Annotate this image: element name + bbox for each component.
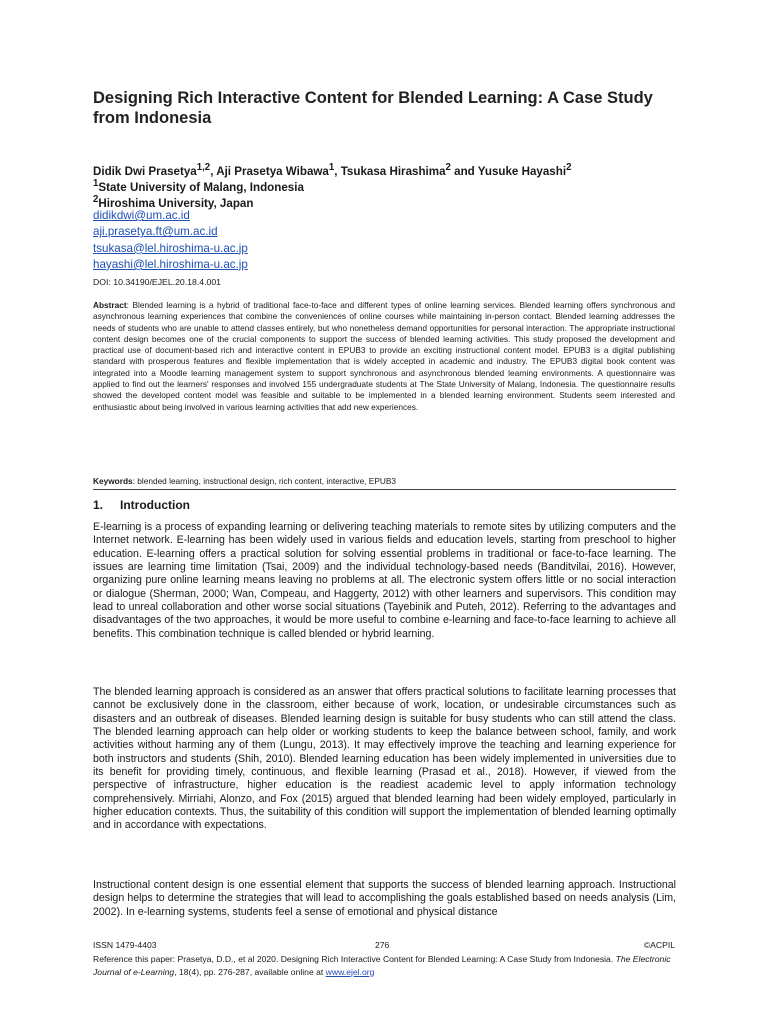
keywords-label: Keywords [93,476,133,486]
author: Aji Prasetya Wibawa$^1$, [216,162,341,178]
body-paragraph: E-learning is a process of expanding learning or delivering teaching materials to remote sites by utilizing computers and the Internet network. E-learning has been widely used in various fields and education levels, starting from preschool to higher education. E-learning offers a practical solution for solving essential problems in traditional or face-to-face learning. The issues are learning time limitation (Tsai, 2009) and the individual technology-based needs (Banditvilai, 2016). However, organizing pure online learning means leaving no problems at all. The electronic system offers little or no social interaction or dialogue (Sherman, 2000; Wan, Compeau, and Haggerty, 2012) with other learners and supervisors. This condition may lead to unreal collaboration and other worse social situations (Tayebinik and Puteh, 2012). Referring to the advantages and disadvantages of the two approaches, it would be more useful to combine e-learning and face-to-face learning to achieve all benefits. This combination technique is called blended or hybrid learning. [93,521,676,640]
email-link[interactable]: hayashi@lel.hiroshima-u.ac.jp [93,257,248,271]
abstract-label: Abstract [93,300,127,310]
abstract-text: : Blended learning is a hybrid of traditional face-to-face and different types of online learning services. Blended learning offers synchronous and asynchronous learning experiences that combine the conveniences of online courses while maintaining in-person contact. Blended learning addresses the needs of students who are unable to attend classes entirely, but who nonetheless demand opportunities for personal interaction. The appropriate instructional content design becomes one of the crucial components to support the success of blended learning activities. This study proposed the development and practical use of document-based rich and interactive content in EPUB3 to provide an exciting instructional content model. EPUB3 is a digital publishing standard with prosperous features and flexible implementation that is widely accepted in academic and industry. The EPUB3 digital book content was integrated into a Moodle learning management system to support synchronous and asynchronous blended learning environments. A questionnaire was applied to find out the learners' responses and involved 155 undergraduate students at The State University of Malang, Indonesia. The questionnaire results showed the developed content model was feasible and suitable to be implemented in a blended learning environment. Students seem interested and enthusiastic about being involved in various learning activities that add new experiences. [93,300,675,412]
journal-name: The Electronic Journal of e-Learning [93,954,671,977]
page-number: 276 [375,940,390,950]
email-link[interactable]: aji.prasetya.ft@um.ac.id [93,225,218,239]
keywords [93,476,675,487]
keywords-text: : blended learning, instructional design, rich content, interactive, EPUB3 [132,476,397,486]
journal-link[interactable]: www.ejel.org [325,966,375,977]
doi: DOI: 10.34190/EJEL.20.18.4.001 [93,277,221,287]
body-paragraph: Instructional content design is one essential element that supports the success of blended learning approach. Instructional design helps to determine the strategies that will lead to accomplishing the goals established based on needs analysis (Lim, 2002). In e-learning systems, students feel a sense of emotional and physical distance [93,879,676,918]
divider [93,489,676,490]
citation-reference: Reference this paper: Prasetya, D.D., et al 2020. Designing Rich Interactive Content for Blended Learning: A Case Study from Indonesia. The Electronic Journal of e-Learning, 18(4), pp. 276-287, available online at www.ejel.org [93,954,671,977]
abstract [93,300,675,413]
section-number: 1. [93,498,104,512]
author: Tsukasa Hirashima$^2$ and [340,162,478,178]
email-link[interactable]: tsukasa@lel.hiroshima-u.ac.jp [93,241,248,255]
section-heading [93,497,190,513]
affiliation: $^2$Hiroshima University, Japan [93,194,254,210]
section-title: Introduction [120,498,190,512]
paper-title: Designing Rich Interactive Content for Blended Learning: A Case Study from Indonesia [93,89,653,127]
email-link[interactable]: didikdwi@um.ac.id [93,209,190,222]
body-paragraph: The blended learning approach is considered as an answer that offers practical solutions to facilitate learning processes that cannot be exclusively done in the classroom, either because of work, location, or undesirable circumstances such as disasters and an outbreak of diseases. Blended learning design is suitable for busy students who can still attend the class. The blended learning approach can help older or working students to keep the balance between school, family, and work activities without harming any of them (Lungu, 2013). It may effectively improve the teaching and learning experience for both instructors and students (Shih, 2010). Blended learning education has been widely implemented in universities due to its benefit for providing timely, continuous, and flexible learning (Prasad et al., 2018). However, if viewed from the perspective of infrastructure, higher education is the readiest academic level to apply information technology comprehensively. Mirriahi, Alonzo, and Fox (2015) argued that blended learning had been widely employed, particularly in higher education contexts. Thus, the suitability of this condition will support the implementation of blended learning optimally and in accordance with expectations. [93,686,676,832]
affiliation: $^1$State University of Malang, Indonesia [93,178,304,194]
issn: ISSN 1479-4403 [93,940,157,950]
author: Didik Dwi Prasetya$^{1,2}$, [93,162,217,178]
author: Yusuke Hayashi$^2$ [477,162,572,178]
copyright: ©ACPIL [643,940,675,950]
email-list [93,208,248,273]
